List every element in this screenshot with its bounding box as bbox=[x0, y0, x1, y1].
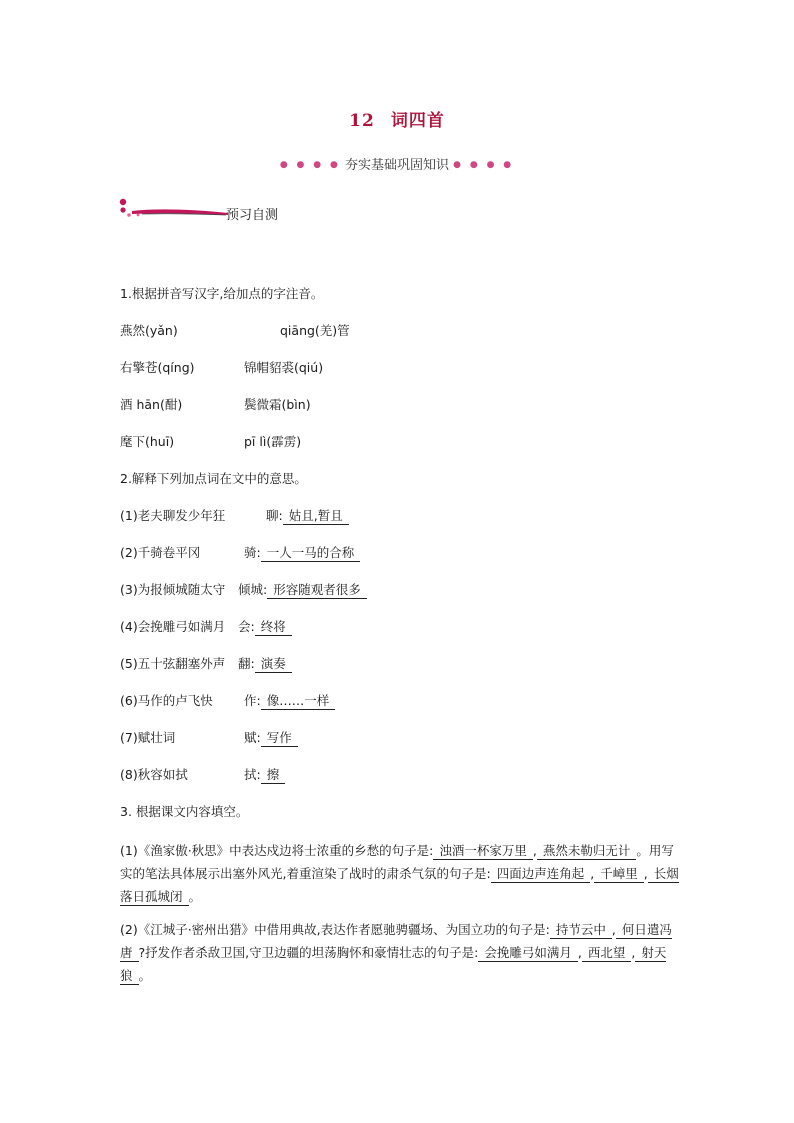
q3-answer: 长烟落日孤城闭 bbox=[120, 866, 679, 904]
q3-part-1 bbox=[120, 839, 680, 908]
q2-word: 拭: bbox=[244, 767, 261, 782]
q1-item: 燕然(yǎn) bbox=[120, 323, 178, 338]
section-title: 夯实基础巩固知识 bbox=[344, 158, 449, 173]
q2-row bbox=[120, 506, 680, 543]
q3-punct: , bbox=[643, 866, 648, 881]
q3-answer: 千嶂里 bbox=[594, 866, 644, 883]
q2-word: 作: bbox=[244, 693, 261, 708]
dots-decoration-left: ● ● ● ● bbox=[279, 160, 341, 170]
q2-row bbox=[120, 728, 680, 765]
q3-punct: , bbox=[532, 843, 537, 858]
q2-answer: 写作 bbox=[261, 730, 298, 747]
q2-word: 翻: bbox=[238, 656, 255, 671]
q3-part-2 bbox=[120, 918, 680, 987]
q2-phrase: (1)老夫聊发少年狂 bbox=[120, 508, 226, 523]
q3-text: ?抒发作者杀敌卫国,守卫边疆的坦荡胸怀和豪情壮志的句子是: bbox=[138, 945, 479, 960]
q2-phrase: (5)五十弦翻塞外声 bbox=[120, 656, 226, 671]
q2-row bbox=[120, 617, 680, 654]
subsection-header bbox=[118, 198, 318, 226]
q2-word: 骑: bbox=[244, 545, 261, 560]
q3-answer: 持节云中 bbox=[550, 922, 612, 939]
q2-word: 倾城: bbox=[238, 582, 268, 597]
dots-decoration-right: ● ● ● ● bbox=[453, 160, 515, 170]
q2-row bbox=[120, 543, 680, 580]
q3-punct: 。 bbox=[188, 889, 202, 904]
q2-answer: 演奏 bbox=[255, 656, 292, 673]
q2-phrase: (3)为报倾城随太守 bbox=[120, 582, 226, 597]
q3-answer: 射天狼 bbox=[120, 945, 667, 983]
q2-row bbox=[120, 580, 680, 617]
q2-phrase: (8)秋容如拭 bbox=[120, 767, 188, 782]
ribbon-ornament-icon bbox=[118, 198, 228, 224]
q2-answer: 终将 bbox=[255, 619, 292, 636]
q3-text: (2)《江城子·密州出猎》中借用典故,表达作者愿驰骋疆场、为国立功的句子是: bbox=[120, 922, 550, 937]
question-1-stem: 1.根据拼音写汉字,给加点的字注音。 bbox=[120, 286, 324, 301]
q1-item: 右擎苍(qíng) bbox=[120, 360, 195, 375]
q2-phrase: (4)会挽雕弓如满月 bbox=[120, 619, 226, 634]
q2-row bbox=[120, 765, 680, 802]
question-3-stem: 3. 根据课文内容填空。 bbox=[120, 804, 249, 819]
q3-punct: 。 bbox=[138, 968, 152, 983]
q3-answer: 浊酒一杯家万里 bbox=[433, 843, 533, 860]
q1-item: 酒 hān(酣) bbox=[120, 397, 183, 412]
subsection-title: 预习自测 bbox=[226, 208, 279, 223]
lesson-number: 12 bbox=[349, 111, 375, 131]
q1-item: 鬓微霜(bìn) bbox=[244, 397, 311, 412]
q1-item: pī lì(霹雳) bbox=[244, 434, 302, 449]
q3-answer: 四面边声连角起 bbox=[491, 866, 591, 883]
exercise-content bbox=[120, 284, 680, 997]
q1-item: 锦帽貂裘(qiú) bbox=[244, 360, 324, 375]
q1-row bbox=[120, 395, 680, 432]
q2-phrase: (2)千骑卷平冈 bbox=[120, 545, 201, 560]
q3-answer: 会挽雕弓如满月 bbox=[478, 945, 578, 962]
q3-text: 。用写实的笔法具体展示出塞外风光,着重渲染了战时的肃杀气氛的句子是: bbox=[120, 843, 674, 881]
lesson-title bbox=[0, 106, 794, 131]
question-2-stem: 2.解释下列加点词在文中的意思。 bbox=[120, 471, 307, 486]
q3-punct: , bbox=[590, 866, 595, 881]
q1-item: qiāng(羌)管 bbox=[280, 323, 350, 338]
q2-answer: 一人一马的合称 bbox=[261, 545, 361, 562]
q3-answer: 燕然未勒归无计 bbox=[537, 843, 637, 860]
q2-phrase: (7)赋壮词 bbox=[120, 730, 176, 745]
q3-text: (1)《渔家傲·秋思》中表达戍边将士浓重的乡愁的句子是: bbox=[120, 843, 434, 858]
q2-word: 赋: bbox=[244, 730, 261, 745]
q1-item: 麾下(huī) bbox=[120, 434, 175, 449]
q2-answer: 形容随观者很多 bbox=[267, 582, 367, 599]
q3-punct: , bbox=[631, 945, 636, 960]
q2-word: 会: bbox=[238, 619, 255, 634]
q2-phrase: (6)马作的卢飞快 bbox=[120, 693, 213, 708]
q2-row bbox=[120, 691, 680, 728]
q2-word: 聊: bbox=[266, 508, 283, 523]
q3-answer: 何日遣冯唐 bbox=[120, 922, 672, 960]
q3-answer: 西北望 bbox=[582, 945, 632, 962]
q3-punct: , bbox=[577, 945, 582, 960]
q1-row bbox=[120, 358, 680, 395]
q2-answer: 像……一样 bbox=[261, 693, 336, 710]
lesson-name: 词四首 bbox=[390, 111, 445, 131]
q2-row bbox=[120, 654, 680, 691]
q3-punct: , bbox=[611, 922, 616, 937]
q1-row bbox=[120, 321, 680, 358]
section-banner bbox=[0, 154, 794, 173]
q2-answer: 擦 bbox=[261, 767, 286, 784]
q2-answer: 姑且,暂且 bbox=[283, 508, 349, 525]
q1-row bbox=[120, 432, 680, 469]
